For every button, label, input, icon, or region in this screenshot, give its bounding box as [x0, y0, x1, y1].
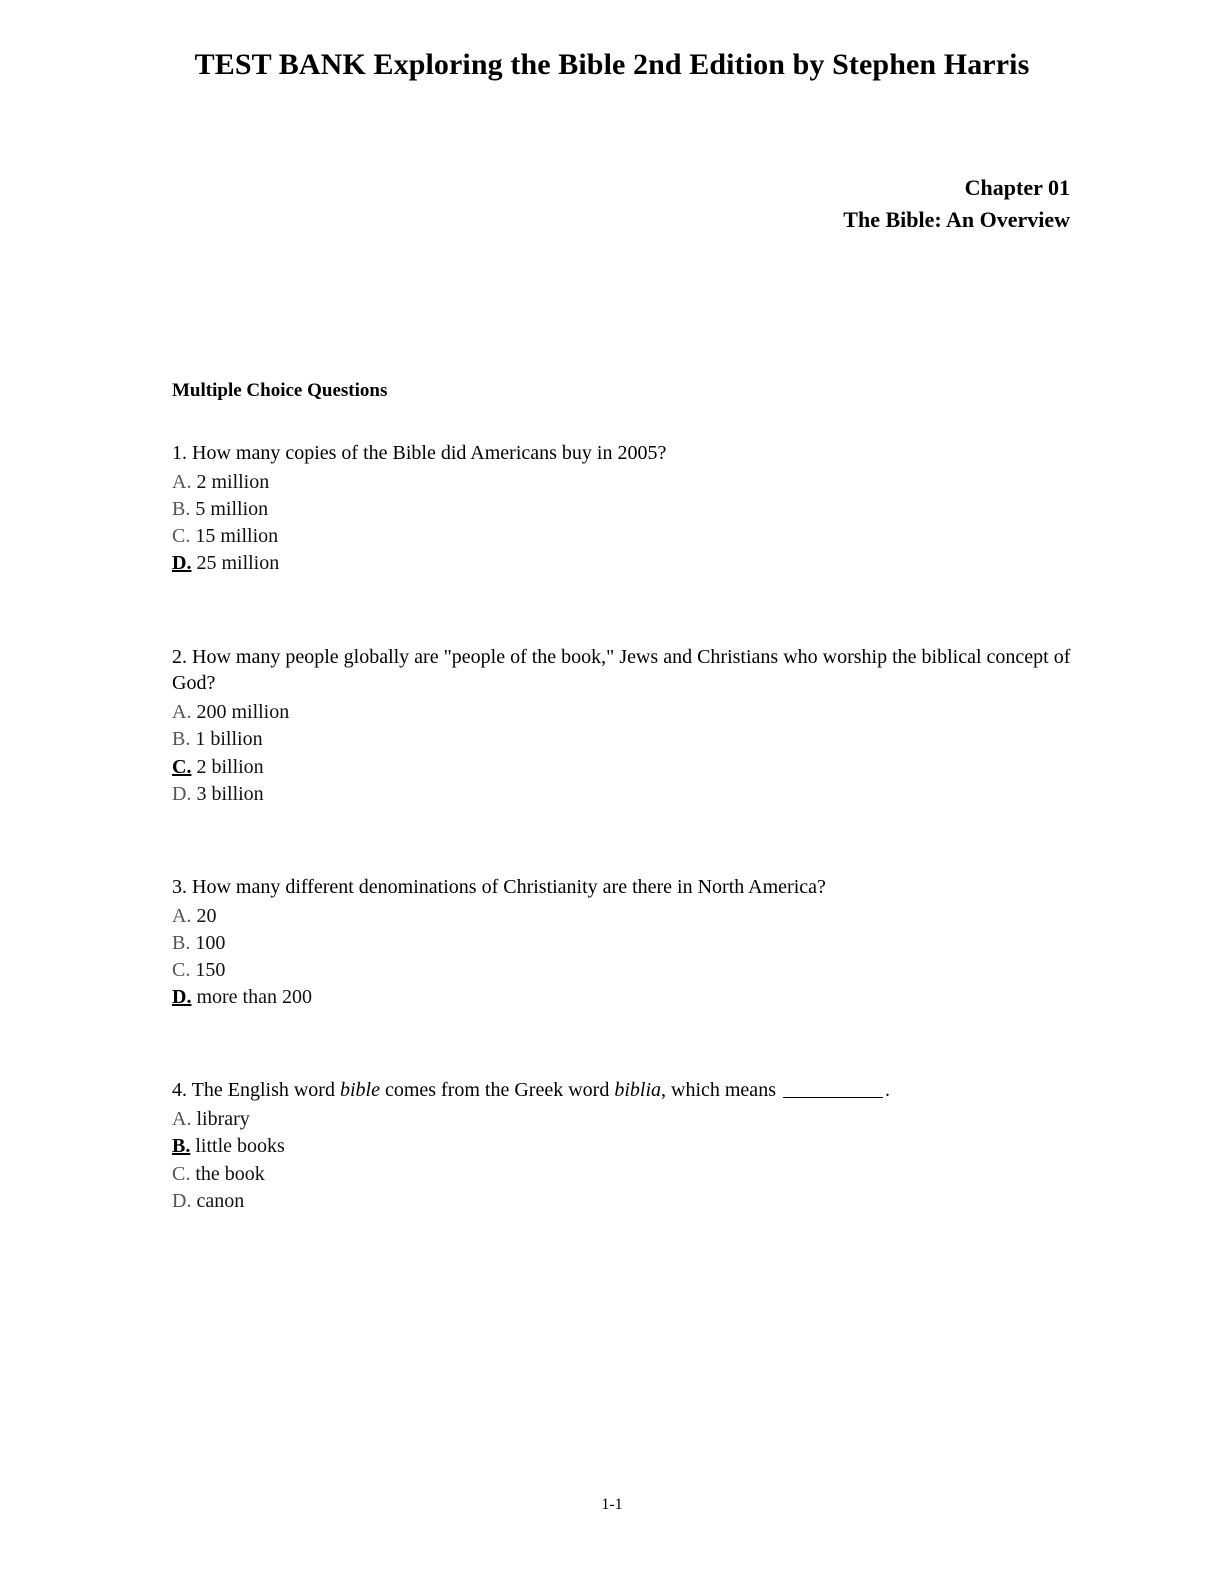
answer-choice[interactable] [172, 726, 1072, 753]
chapter-title: The Bible: An Overview [843, 206, 1070, 232]
chapter-heading [0, 172, 1070, 236]
choice-text: 100 [195, 931, 226, 954]
choice-text: 25 million [196, 552, 280, 575]
answer-choice-correct[interactable] [172, 754, 1072, 781]
choice-text: 3 billion [196, 782, 264, 805]
answer-choice[interactable] [172, 1188, 1072, 1215]
choice-letter: C. [172, 959, 191, 982]
choice-text: 20 [196, 904, 217, 927]
chapter-number: Chapter 01 [964, 175, 1070, 200]
choice-text: canon [196, 1189, 245, 1212]
question-stem: 2. How many people globally are "people of the book," Jews and Christians who worship the biblical concept of God? [172, 645, 1071, 695]
choice-text: 5 million [195, 497, 269, 520]
choice-text: 150 [195, 959, 226, 982]
choice-letter: D. [172, 552, 192, 575]
choice-text: library [196, 1108, 250, 1131]
choice-text: little books [195, 1135, 285, 1158]
choice-letter: B. [172, 497, 191, 520]
answer-choice[interactable] [172, 523, 1072, 550]
choice-letter: C. [172, 1162, 191, 1185]
answer-choice[interactable] [172, 903, 1072, 930]
question-item [172, 440, 1072, 578]
stem-italic-bible: bible [339, 1079, 380, 1102]
question-item [172, 874, 1072, 1012]
choice-letter: D. [172, 1189, 192, 1212]
answer-choice-correct[interactable] [172, 550, 1072, 577]
stem-text-part: . [884, 1079, 890, 1102]
choice-letter: C. [172, 525, 191, 548]
answer-choice[interactable] [172, 699, 1072, 726]
choice-letter: B. [172, 1135, 191, 1158]
stem-text-part: 4. The English word [172, 1079, 340, 1102]
choice-letter: D. [172, 782, 192, 805]
choice-text: 15 million [195, 525, 279, 548]
page-title: TEST BANK Exploring the Bible 2nd Edition by Stephen Harris [194, 48, 1030, 81]
choice-letter: B. [172, 728, 191, 751]
choice-letter: B. [172, 931, 191, 954]
question-stem [172, 1077, 1072, 1104]
choice-text: 2 million [196, 470, 270, 493]
question-stem: 3. How many different denominations of Christianity are there in North America? [172, 875, 826, 898]
answer-choice[interactable] [172, 930, 1072, 957]
stem-italic-biblia: biblia [614, 1079, 661, 1102]
section-heading: Multiple Choice Questions [172, 380, 388, 401]
questions-container [172, 380, 1072, 1215]
stem-text-part: comes from the Greek word [379, 1079, 615, 1102]
question-item [172, 644, 1072, 808]
question-stem: 1. How many copies of the Bible did Americans buy in 2005? [172, 442, 667, 464]
choice-letter: A. [172, 701, 192, 724]
answer-choice[interactable] [172, 781, 1072, 808]
answer-choice[interactable] [172, 469, 1072, 496]
choice-letter: C. [172, 755, 192, 778]
choice-text: 2 billion [196, 755, 264, 778]
choice-letter: A. [172, 904, 192, 927]
answer-choice[interactable] [172, 1161, 1072, 1188]
answer-choice[interactable] [172, 957, 1072, 984]
choice-text: 200 million [196, 701, 290, 724]
choice-letter: D. [172, 986, 192, 1009]
choice-text: more than 200 [196, 986, 312, 1009]
choice-letter: A. [172, 470, 192, 493]
page-footer: 1-1 [601, 1496, 623, 1513]
stem-text-part: , which means [661, 1079, 781, 1102]
answer-choice-correct[interactable] [172, 984, 1072, 1011]
answer-choice-correct[interactable] [172, 1133, 1072, 1160]
answer-choice[interactable] [172, 496, 1072, 523]
answer-choice[interactable] [172, 1106, 1072, 1133]
fill-in-blank [783, 1077, 883, 1098]
choice-text: 1 billion [195, 728, 263, 751]
choice-letter: A. [172, 1108, 192, 1131]
choice-text: the book [195, 1162, 265, 1185]
question-item [172, 1077, 1072, 1215]
